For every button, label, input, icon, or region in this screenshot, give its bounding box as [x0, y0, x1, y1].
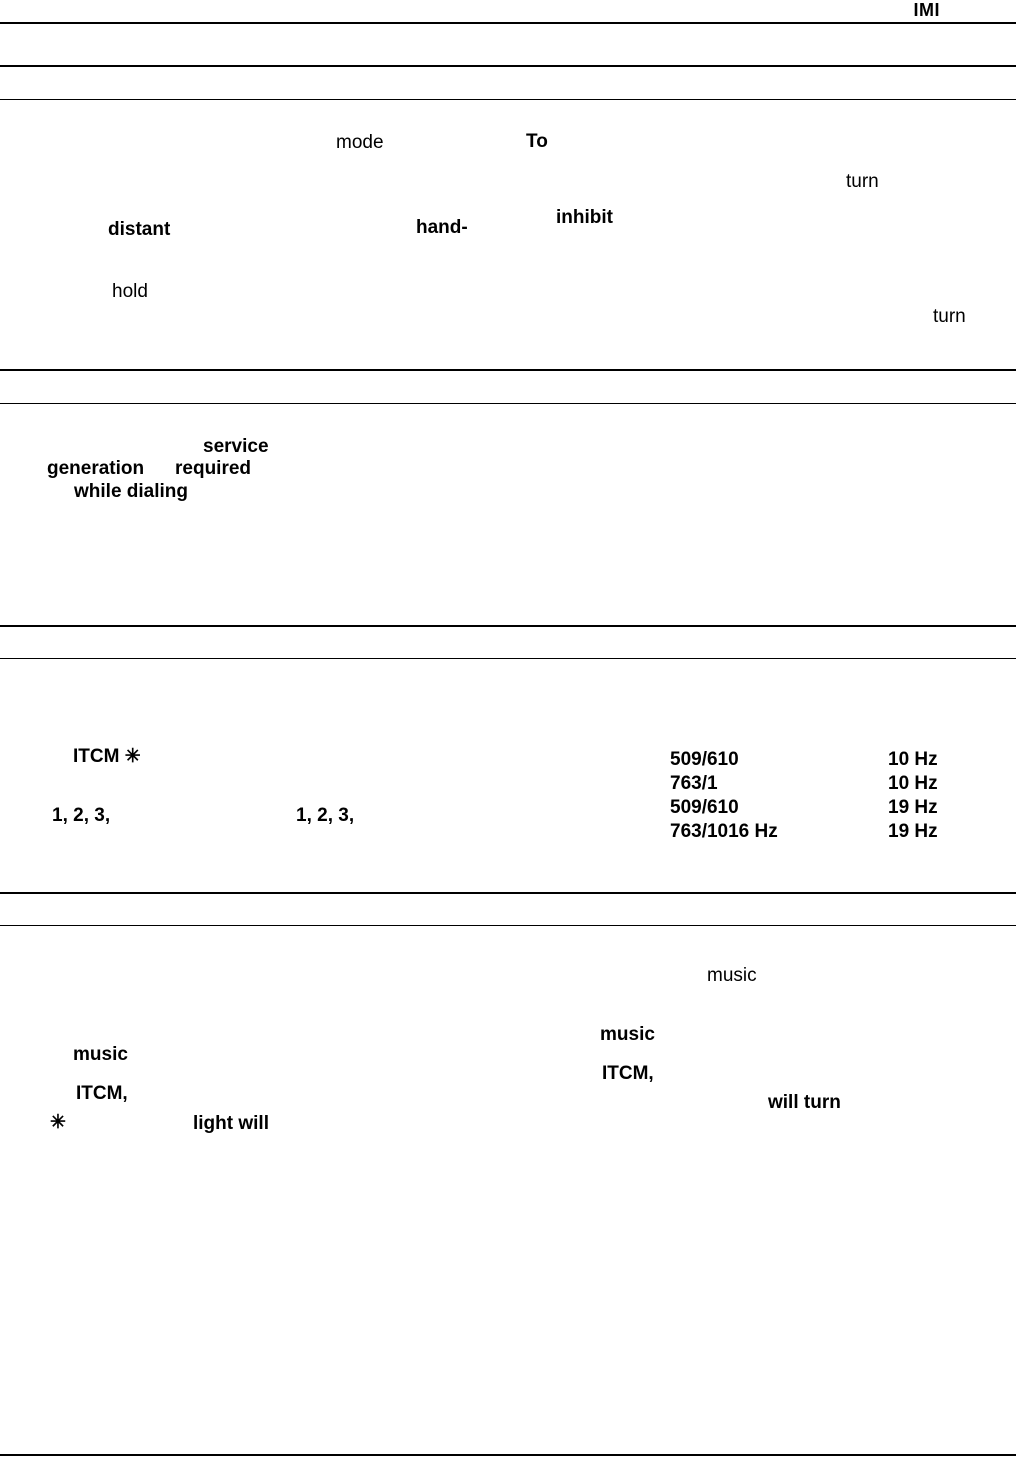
star-symbol: ✳ — [50, 1112, 66, 1133]
word-while-dialing: while dialing — [74, 481, 189, 502]
tone-rate: 10 Hz — [888, 773, 938, 794]
word-generation: generation — [47, 458, 145, 479]
tone-rate: 10 Hz — [888, 749, 938, 770]
word-turn-1: turn — [846, 171, 879, 192]
word-light-will: light will — [193, 1113, 269, 1134]
tone-freq: 763/1 — [670, 773, 718, 794]
section1-rule-top — [0, 65, 1016, 67]
word-to: To — [526, 131, 548, 152]
footer-rule — [0, 1454, 1016, 1456]
word-mode: mode — [336, 132, 384, 153]
word-hand: hand- — [416, 217, 468, 238]
word-turn-2: turn — [933, 306, 966, 327]
tone-rate: 19 Hz — [888, 821, 938, 842]
word-itcm-left: ITCM, — [76, 1083, 128, 1104]
word-hold: hold — [112, 281, 148, 302]
word-required: required — [175, 458, 252, 479]
header-code: IMI — [913, 0, 940, 20]
section4-rule-top — [0, 892, 1016, 894]
word-music-left: music — [73, 1044, 128, 1065]
word-music-top: music — [707, 965, 757, 986]
word-inhibit: inhibit — [556, 207, 613, 228]
tone-freq: 763/1016 Hz — [670, 821, 778, 842]
section4-rule-bottom — [0, 925, 1016, 926]
tone-rate: 19 Hz — [888, 797, 938, 818]
section2-rule-top — [0, 369, 1016, 371]
section3-rule-bottom — [0, 658, 1016, 659]
header-rule — [0, 22, 1016, 24]
section1-rule-bottom — [0, 99, 1016, 100]
section2-rule-bottom — [0, 403, 1016, 404]
word-distant: distant — [108, 219, 171, 240]
word-will-turn: will turn — [768, 1092, 841, 1113]
tone-freq: 509/610 — [670, 797, 739, 818]
section3-rule-top — [0, 625, 1016, 627]
word-keys-left: 1, 2, 3, — [52, 805, 111, 826]
word-music-right: music — [600, 1024, 655, 1045]
word-itcm-star: ITCM ✳ — [73, 746, 141, 767]
word-itcm-right: ITCM, — [602, 1063, 654, 1084]
word-service: service — [203, 436, 269, 457]
word-keys-mid: 1, 2, 3, — [296, 805, 355, 826]
tone-freq: 509/610 — [670, 749, 739, 770]
